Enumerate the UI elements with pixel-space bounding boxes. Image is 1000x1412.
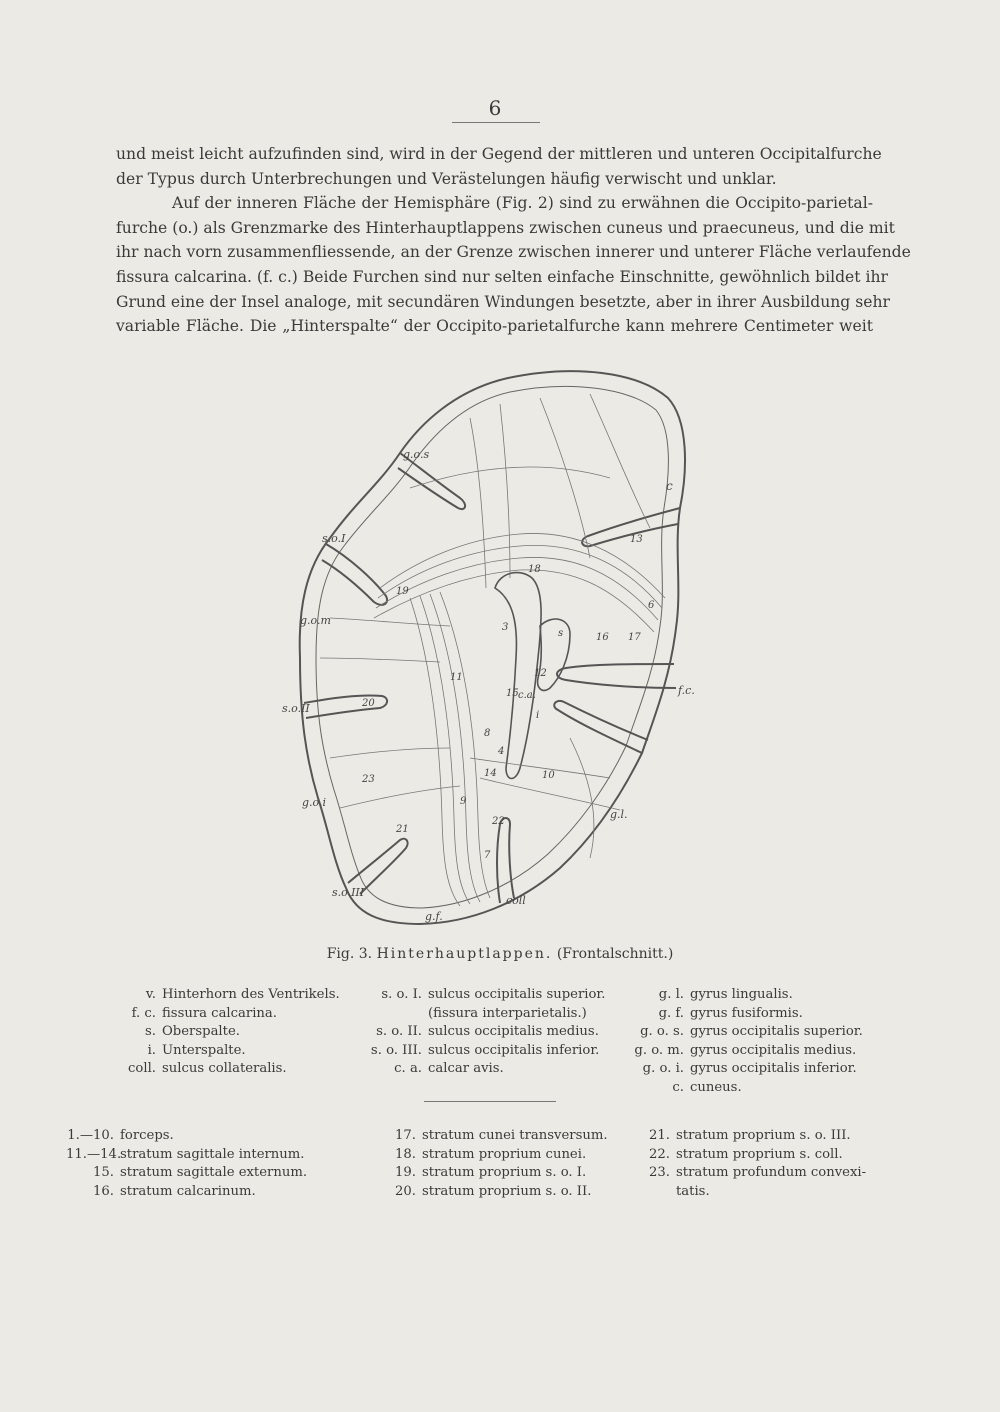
legend-row	[620, 1005, 863, 1024]
fiber-number: 15.	[93, 1165, 114, 1181]
legend-row	[620, 986, 863, 1005]
legend-text: (fissura interparietalis.)	[428, 1005, 587, 1021]
legend-row	[96, 1023, 340, 1042]
legend-row	[96, 1060, 340, 1079]
legend-abbr: v.	[145, 987, 156, 1002]
fiber-number: 21.	[649, 1128, 670, 1143]
label-4: 4	[498, 746, 505, 757]
fiber-number: 1.—10.	[67, 1128, 114, 1143]
label-s: s	[558, 628, 564, 639]
label-14: 14	[484, 768, 497, 779]
fiber-row	[392, 1127, 608, 1146]
label-3: 3	[502, 622, 509, 633]
legend-row	[364, 1005, 605, 1024]
abbreviation-column	[96, 986, 340, 1079]
legend-text: Oberspalte.	[162, 1024, 240, 1040]
legend-row	[620, 1023, 863, 1042]
legend-row	[364, 1023, 605, 1042]
caption-suffix: (Frontalschnitt.)	[556, 946, 674, 962]
label-15: 15	[506, 688, 519, 699]
label-12: 12	[534, 668, 547, 679]
fiber-row	[392, 1146, 608, 1165]
fiber-number: 23.	[649, 1165, 670, 1181]
body-line: furche (o.) als Grenzmarke des Hinterhauptlappens zwischen cuneus und praecuneus, und die mit	[116, 218, 895, 237]
label-fc: f.c.	[678, 684, 695, 697]
fiber-text: stratum proprium s. o. I.	[422, 1165, 587, 1181]
legend-row	[96, 1042, 340, 1061]
fiber-number: 11.—14.	[66, 1146, 122, 1162]
legend-row	[620, 1079, 863, 1098]
fiber-text: stratum calcarinum.	[120, 1183, 256, 1199]
legend-text: gyrus occipitalis superior.	[690, 1024, 863, 1040]
legend-abbr: s. o. I.	[381, 987, 422, 1002]
label-13: 13	[630, 534, 643, 545]
fiber-row	[66, 1164, 307, 1183]
fiber-text: stratum proprium s. coll.	[676, 1146, 843, 1162]
fiber-text: stratum cunei transversum.	[422, 1128, 608, 1143]
legend-row	[620, 1060, 863, 1079]
fiber-number: 20.	[395, 1183, 416, 1199]
fiber-row	[646, 1183, 866, 1202]
legend-abbr: g. o. s.	[640, 1024, 684, 1040]
body-line: fissura calcarina. (f. c.) Beide Furchen sind nur selten einfache Einschnitte, gewöhnlich bildet ihr	[116, 267, 888, 286]
fiber-row	[392, 1183, 608, 1202]
label-21: 21	[396, 824, 409, 835]
label-20: 20	[362, 698, 375, 709]
sulcus-lingual	[554, 701, 648, 753]
legend-abbr: g. o. i.	[642, 1061, 684, 1077]
fiber-row	[646, 1127, 866, 1146]
legend-text: sulcus occipitalis medius.	[428, 1024, 599, 1040]
legend-abbr: s.	[145, 1024, 156, 1040]
body-line: Grund eine der Insel analoge, mit secundären Windungen besetzte, aber in ihrer Ausbildung sehr	[116, 292, 890, 311]
fiber-legend-column	[646, 1127, 866, 1201]
label-go-i: g.o.i	[302, 796, 326, 809]
legend-text: cuneus.	[690, 1079, 742, 1095]
legend-row	[96, 986, 340, 1005]
fiber-number: 17.	[395, 1128, 416, 1143]
label-so-i: s.o.I	[322, 532, 346, 545]
label-go-s: g.o.s	[403, 448, 430, 461]
fiber-row	[66, 1146, 307, 1165]
legend-abbr: f. c.	[131, 1005, 156, 1021]
fiber-row	[646, 1164, 866, 1183]
fiber-number: 19.	[395, 1165, 416, 1181]
label-16: 16	[596, 632, 609, 643]
label-so-ii: s.o.II	[282, 702, 310, 715]
legend-text: gyrus lingualis.	[690, 987, 793, 1002]
page-number: 6	[488, 96, 502, 120]
label-so-iii: s.o.III	[332, 886, 365, 899]
legend-abbr: s. o. II.	[376, 1024, 422, 1040]
body-line: und meist leicht aufzufinden sind, wird in der Gegend der mittleren und unteren Occipitalfurche	[116, 145, 882, 163]
fiber-legend-column	[392, 1127, 608, 1201]
legend-text: calcar avis.	[428, 1061, 504, 1077]
section-divider	[424, 1101, 556, 1102]
legend-text: fissura calcarina.	[162, 1005, 277, 1021]
legend-text: sulcus occipitalis inferior.	[428, 1042, 600, 1058]
label-6: 6	[648, 600, 655, 611]
caption-prefix: Fig. 3.	[326, 946, 373, 962]
figure-caption	[0, 946, 1000, 962]
fiber-number: 18.	[395, 1146, 416, 1162]
fiber-text: stratum proprium cunei.	[422, 1146, 587, 1162]
label-9: 9	[460, 796, 467, 807]
fiber-text: stratum proprium s. o. II.	[422, 1183, 592, 1199]
legend-text: gyrus fusiformis.	[690, 1005, 803, 1021]
fiber-text: forceps.	[120, 1128, 174, 1143]
label-go-m: g.o.m	[300, 614, 331, 627]
fiber-row	[66, 1183, 307, 1202]
label-11: 11	[450, 672, 463, 683]
sulcus-so-i	[322, 544, 387, 605]
legend-abbr: coll.	[128, 1061, 156, 1077]
fiber-text: stratum sagittale externum.	[120, 1165, 308, 1181]
legend-abbr: i.	[147, 1042, 156, 1058]
body-line: ihr nach vorn zusammenfliessende, an der Grenze zwischen innerer und unterer Fläche verlaufende	[116, 243, 911, 262]
label-22: 22	[492, 816, 505, 827]
fiber-text: tatis.	[676, 1183, 710, 1199]
abbreviation-column	[364, 986, 605, 1079]
label-ca: c.a.	[518, 690, 536, 701]
fissura-calcarina	[557, 664, 676, 688]
sulcus-collateralis	[497, 818, 514, 903]
legend-text: sulcus collateralis.	[162, 1061, 287, 1077]
fiber-row	[392, 1164, 608, 1183]
legend-abbr: c.	[672, 1079, 684, 1095]
legend-row	[364, 1060, 605, 1079]
fiber-row	[66, 1127, 307, 1146]
legend-text: Unterspalte.	[162, 1042, 246, 1058]
label-18: 18	[528, 564, 541, 575]
fiber-number: 22.	[649, 1146, 670, 1162]
fiber-text: stratum profundum convexi-	[676, 1165, 867, 1181]
fiber-number: 16.	[93, 1183, 114, 1199]
legend-row	[96, 1005, 340, 1024]
legend-abbr: g. f.	[658, 1005, 684, 1021]
label-19: 19	[396, 586, 409, 597]
fiber-text: stratum sagittale internum.	[120, 1146, 305, 1162]
label-gl: g.l.	[610, 808, 628, 821]
label-17: 17	[628, 632, 641, 643]
body-line: der Typus durch Unterbrechungen und Verästelungen häufig verwischt und unklar.	[116, 169, 777, 188]
legend-text: gyrus occipitalis inferior.	[690, 1061, 857, 1077]
label-i: i	[536, 710, 540, 721]
label-23: 23	[362, 774, 375, 785]
legend-text: Hinterhorn des Ventrikels.	[162, 987, 340, 1002]
legend-row	[620, 1042, 863, 1061]
legend-row	[364, 986, 605, 1005]
fiber-row	[646, 1146, 866, 1165]
label-8: 8	[484, 728, 491, 739]
legend-abbr: g. l.	[658, 987, 684, 1002]
legend-abbr: s. o. III.	[370, 1042, 422, 1058]
label-10: 10	[542, 770, 555, 781]
body-paragraph	[116, 142, 911, 339]
body-line: variable Fläche. Die „Hinterspalte“ der Occipito-parietalfurche kann mehrere Centimeter weit	[116, 317, 873, 336]
label-c: c	[666, 479, 673, 493]
fiber-tracts	[320, 394, 665, 906]
label-gf: g.f.	[425, 910, 443, 923]
body-line: Auf der inneren Fläche der Hemisphäre (Fig. 2) sind zu erwähnen die Occipito-parietal-	[172, 194, 873, 213]
occipital-lobe-section-figure	[270, 358, 720, 928]
lobe-outline	[300, 371, 685, 924]
fiber-legend-column	[66, 1127, 307, 1201]
page-number-rule	[452, 122, 540, 123]
legend-abbr: c. a.	[394, 1061, 422, 1077]
legend-abbr: g. o. m.	[634, 1042, 684, 1058]
label-coll: coll	[506, 894, 526, 907]
legend-row	[364, 1042, 605, 1061]
caption-title: Hinterhauptlappen.	[376, 946, 553, 962]
cortex-inner-contour	[316, 386, 668, 908]
abbreviation-column	[620, 986, 863, 1098]
legend-text: gyrus occipitalis medius.	[690, 1042, 857, 1058]
fiber-text: stratum proprium s. o. III.	[676, 1128, 851, 1143]
legend-text: sulcus occipitalis superior.	[428, 987, 606, 1002]
label-7: 7	[484, 850, 491, 861]
